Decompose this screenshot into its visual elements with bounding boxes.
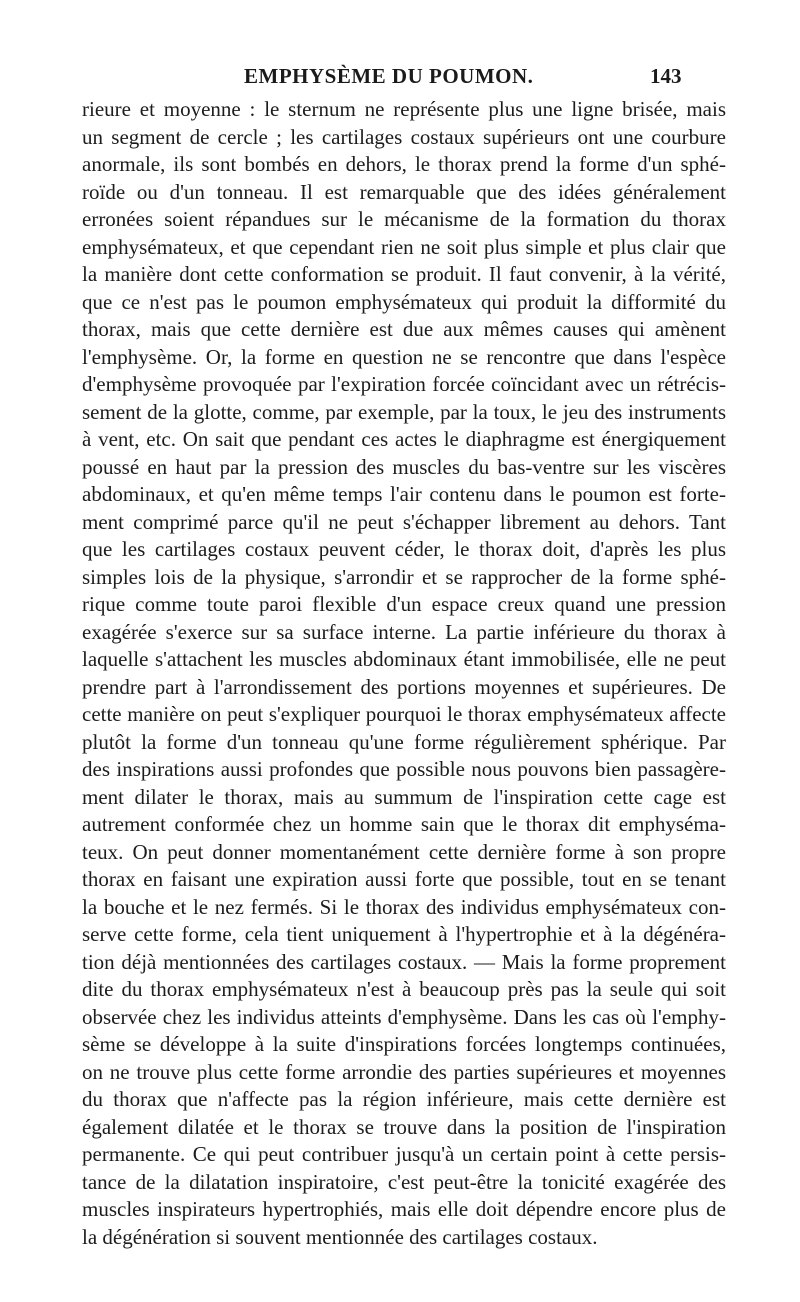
text-line: emphysémateux, et que cependant rien ne soit plus simple et plus clair que <box>82 234 726 259</box>
text-line: on ne trouve plus cette forme arrondie des parties supérieures et moyennes <box>82 1059 726 1084</box>
text-line: tance de la dilatation inspiratoire, c'est peut-être la tonicité exagérée des <box>82 1169 726 1194</box>
text-line: teux. On peut donner momentanément cette dernière forme à son propre <box>82 839 726 864</box>
text-line: ment comprimé parce qu'il ne peut s'échapper librement au dehors. Tant <box>82 509 726 534</box>
text-line: dite du thorax emphysémateux n'est à beaucoup près pas la seule qui soit <box>82 977 726 1001</box>
text-line: l'emphysème. Or, la forme en question ne se rencontre que dans l'espèce <box>82 344 726 369</box>
text-line: muscles inspirateurs hypertrophiés, mais elle doit dépendre encore plus de <box>82 1197 726 1221</box>
text-line: permanente. Ce qui peut contribuer jusqu'à un certain point à cette persis- <box>82 1142 726 1166</box>
text-line: la dégénération si souvent mentionnée des cartilages costaux. <box>82 1224 598 1249</box>
text-line: que ce n'est pas le poumon emphysémateux qui produit la difformité du <box>82 289 726 314</box>
text-line: sement de la glotte, comme, par exemple, par la toux, le jeu des instruments <box>82 399 726 424</box>
text-line: rique comme toute paroi flexible d'un espace creux quand une pression <box>82 592 726 616</box>
text-line: prendre part à l'arrondissement des portions moyennes et supérieures. De <box>82 674 726 699</box>
text-line: simples lois de la physique, s'arrondir et se rapprocher de la forme sphé- <box>82 564 726 589</box>
text-line: serve cette forme, cela tient uniquement à l'hypertrophie et à la dégénéra- <box>82 922 726 946</box>
body-text <box>82 96 726 1251</box>
text-line: thorax en faisant une expiration aussi forte que possible, tout en se tenant <box>82 867 726 891</box>
text-line: exagérée s'exerce sur sa surface interne. La partie inférieure du thorax à <box>82 619 726 644</box>
text-line: rieure et moyenne : le sternum ne représente plus une ligne brisée, mais <box>82 97 726 121</box>
text-line: tion déjà mentionnées des cartilages costaux. — Mais la forme proprement <box>82 949 726 974</box>
text-line: la manière dont cette conformation se produit. Il faut convenir, à la vérité, <box>82 262 726 286</box>
text-line: du thorax que n'affecte pas la région inférieure, mais cette dernière est <box>82 1087 726 1111</box>
text-line: observée chez les individus atteints d'emphysème. Dans les cas où l'emphy- <box>82 1004 726 1029</box>
text-line: sème se développe à la suite d'inspirations forcées longtemps continuées, <box>82 1032 726 1056</box>
text-line: d'emphysème provoquée par l'expiration forcée coïncidant avec un rétrécis- <box>82 372 726 396</box>
running-header: EMPHYSÈME DU POUMON. <box>244 64 534 88</box>
page-number: 143 <box>650 64 682 88</box>
text-line: abdominaux, et qu'en même temps l'air contenu dans le poumon est forte- <box>82 482 726 506</box>
text-line: poussé en haut par la pression des muscles du bas-ventre sur les viscères <box>82 454 726 479</box>
text-line: plutôt la forme d'un tonneau qu'une forme régulièrement sphérique. Par <box>82 729 726 754</box>
text-line: cette manière on peut s'expliquer pourquoi le thorax emphysémateux affecte <box>82 702 726 726</box>
text-line: un segment de cercle ; les cartilages costaux supérieurs ont une courbure <box>82 124 726 149</box>
text-line: thorax, mais que cette dernière est due aux mêmes causes qui amènent <box>82 317 726 341</box>
text-line: la bouche et le nez fermés. Si le thorax des individus emphysémateux con- <box>82 894 726 919</box>
text-line: roïde ou d'un tonneau. Il est remarquable que des idées généralement <box>82 179 726 204</box>
text-line: ment dilater le thorax, mais au summum de l'inspiration cette cage est <box>82 784 726 809</box>
text-line: à vent, etc. On sait que pendant ces actes le diaphragme est énergiquement <box>82 427 726 451</box>
text-line: que les cartilages costaux peuvent céder, le thorax doit, d'après les plus <box>82 537 726 561</box>
text-line: des inspirations aussi profondes que possible nous pouvons bien passagère- <box>82 757 726 781</box>
text-line: laquelle s'attachent les muscles abdominaux étant immobilisée, elle ne peut <box>82 647 726 671</box>
text-line: anormale, ils sont bombés en dehors, le thorax prend la forme d'un sphé- <box>82 152 726 176</box>
text-line: également dilatée et le thorax se trouve dans la position de l'inspiration <box>82 1114 726 1139</box>
text-line: erronées soient répandues sur le mécanisme de la formation du thorax <box>82 207 726 231</box>
text-line: autrement conformée chez un homme sain que le thorax dit emphyséma- <box>82 812 726 836</box>
